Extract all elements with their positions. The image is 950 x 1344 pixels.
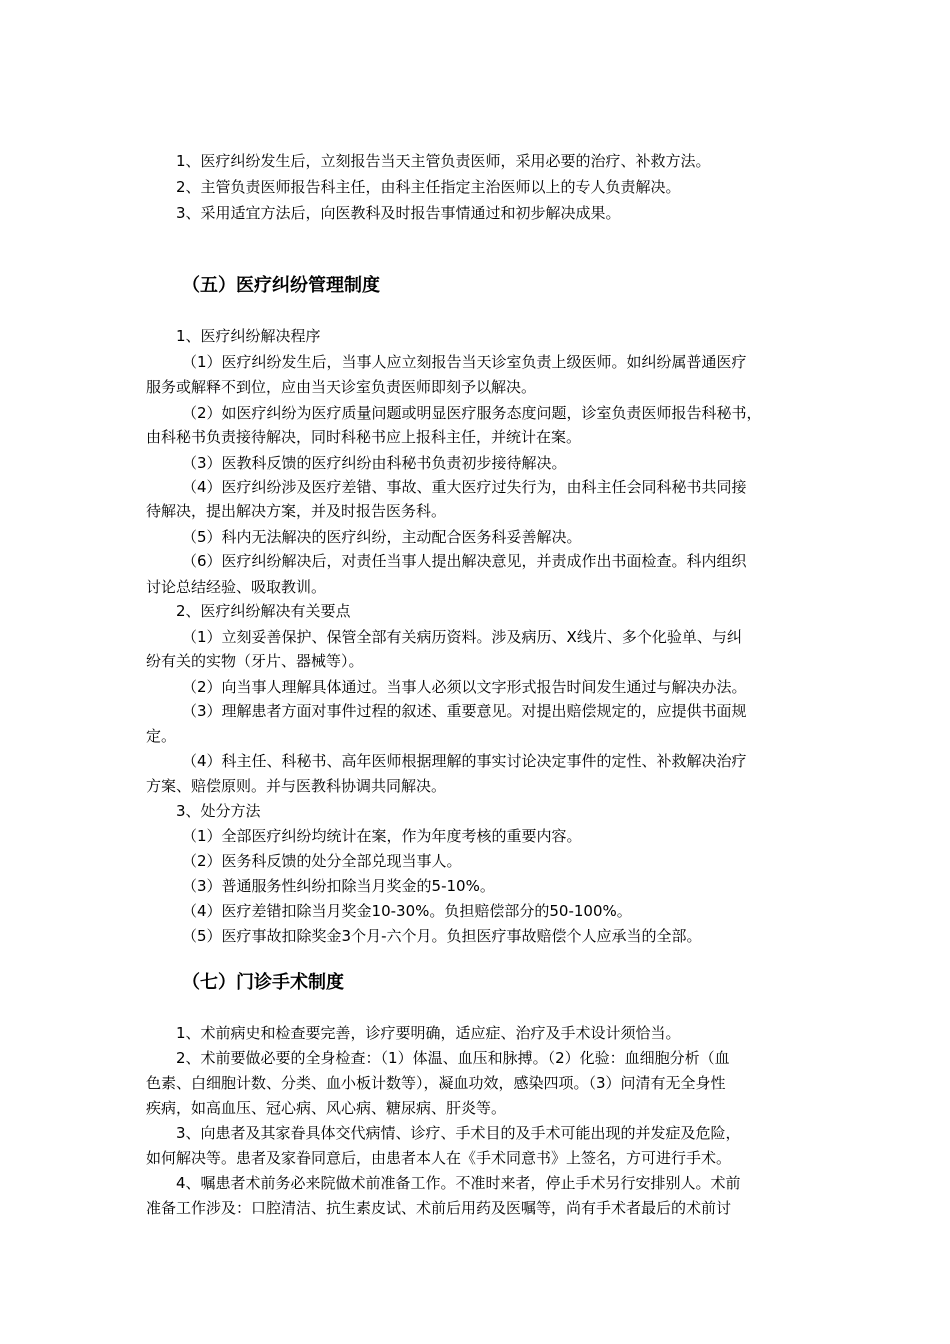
section5-line: 待解决，提出解决方案，并及时报告医务科。 <box>146 502 447 520</box>
section7-line: 色素、白细胞计数、分类、血小板计数等），凝血功效，感染四项。（3）问清有无全身性 <box>146 1074 726 1092</box>
section5-line: 服务或解释不到位，应由当天诊室负责医师即刻予以解决。 <box>146 378 537 396</box>
section5-line: 方案、赔偿原则。并与医教科协调共同解决。 <box>146 777 447 795</box>
section5-heading: （五）医疗纠纷管理制度 <box>182 275 380 296</box>
section5-line: （3）理解患者方面对事件过程的叙述、重要意见。对提出赔偿规定的，应提供书面规 <box>182 702 747 720</box>
section5-line: （1）全部医疗纠纷均统计在案，作为年度考核的重要内容。 <box>182 827 582 845</box>
section5-line: （1）医疗纠纷发生后，当事人应立刻报告当天诊室负责上级医师。如纠纷属普通医疗 <box>182 353 747 371</box>
section5-line: （1）立刻妥善保护、保管全部有关病历资料。涉及病历、X线片、多个化验单、与纠 <box>182 628 742 646</box>
section5-line: （2）如医疗纠纷为医疗质量问题或明显医疗服务态度问题，诊室负责医师报告科秘书， <box>182 404 762 422</box>
section5-line: （5）科内无法解决的医疗纠纷，主动配合医务科妥善解决。 <box>182 528 582 546</box>
section5-line: 3、处分方法 <box>176 802 261 820</box>
section7-heading: （七）门诊手术制度 <box>182 972 344 993</box>
section7-line: 如何解决等。患者及家眷同意后，由患者本人在《手术同意书》上签名，方可进行手术。 <box>146 1149 732 1167</box>
top-list-item-1: 1、医疗纠纷发生后，立刻报告当天主管负责医师，采用必要的治疗、补救方法。 <box>176 152 711 170</box>
section7-line: 3、向患者及其家眷具体交代病情、诊疗、手术目的及手术可能出现的并发症及危险， <box>176 1124 741 1142</box>
top-list-item-2: 2、主管负责医师报告科主任，由科主任指定主治医师以上的专人负责解决。 <box>176 178 681 196</box>
section7-line: 1、术前病史和检查要完善，诊疗要明确，适应症、治疗及手术设计须恰当。 <box>176 1024 681 1042</box>
section7-line: 疾病，如高血压、冠心病、风心病、糖尿病、肝炎等。 <box>146 1099 507 1117</box>
section5-line: 定。 <box>146 727 177 745</box>
section5-line: 1、医疗纠纷解决程序 <box>176 327 321 345</box>
section5-line: 讨论总结经验、吸取教训。 <box>146 578 327 596</box>
section5-line: 纷有关的实物（牙片、器械等）。 <box>146 652 364 670</box>
section5-line: 由科秘书负责接待解决，同时科秘书应上报科主任，并统计在案。 <box>146 428 582 446</box>
section5-line: （5）医疗事故扣除奖金3个月-六个月。负担医疗事故赔偿个人应承当的全部。 <box>182 927 702 945</box>
section5-line: （2）向当事人理解具体通过。当事人必须以文字形式报告时间发生通过与解决办法。 <box>182 678 747 696</box>
section5-line: （4）医疗纠纷涉及医疗差错、事故、重大医疗过失行为，由科主任会同科秘书共同接 <box>182 478 747 496</box>
section7-line: 准备工作涉及：口腔清洁、抗生素皮试、术前后用药及医嘱等，尚有手术者最后的术前讨 <box>146 1199 732 1217</box>
section5-line: （3）普通服务性纠纷扣除当月奖金的5-10%。 <box>182 877 495 895</box>
section5-line: （6）医疗纠纷解决后，对责任当事人提出解决意见，并责成作出书面检查。科内组织 <box>182 552 747 570</box>
top-list-item-3: 3、采用适宜方法后，向医教科及时报告事情通过和初步解决成果。 <box>176 204 621 222</box>
section7-line: 2、术前要做必要的全身检查：（1）体温、血压和脉搏。（2）化验：血细胞分析（血 <box>176 1049 730 1067</box>
section5-line: （4）科主任、科秘书、高年医师根据理解的事实讨论决定事件的定性、补救解决治疗 <box>182 752 747 770</box>
section5-line: 2、医疗纠纷解决有关要点 <box>176 602 351 620</box>
section5-line: （4）医疗差错扣除当月奖金10-30%。负担赔偿部分的50-100%。 <box>182 902 632 920</box>
section5-line: （2）医务科反馈的处分全部兑现当事人。 <box>182 852 462 870</box>
section5-line: （3）医教科反馈的医疗纠纷由科秘书负责初步接待解决。 <box>182 454 567 472</box>
section7-line: 4、嘱患者术前务必来院做术前准备工作。不准时来者，停止手术另行安排别人。术前 <box>176 1174 741 1192</box>
